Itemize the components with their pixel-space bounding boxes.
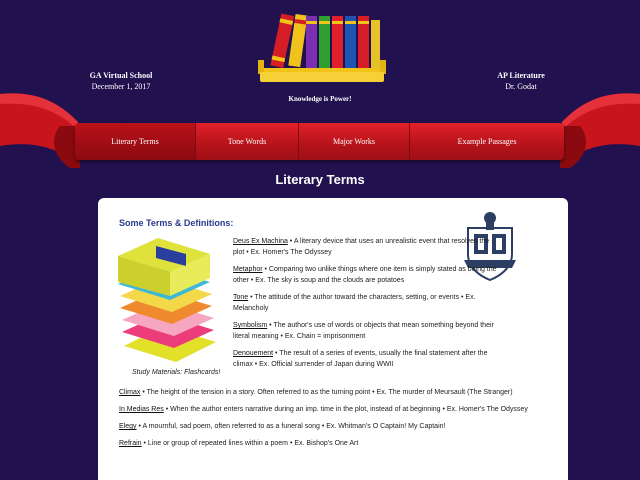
header-date: December 1, 2017 bbox=[91, 82, 151, 91]
term-definition: • Line or group of repeated lines within a poem • Ex. Bishop's One Art bbox=[141, 440, 359, 447]
school-name: GA Virtual School bbox=[89, 71, 153, 80]
term-item bbox=[233, 264, 501, 286]
teacher-name: Dr. Godat bbox=[505, 82, 537, 91]
term-item bbox=[119, 387, 539, 398]
books-shelf-illustration bbox=[256, 10, 388, 88]
content-card bbox=[98, 198, 568, 480]
nav-literary-terms[interactable]: Literary Terms bbox=[75, 123, 196, 160]
term-item bbox=[119, 438, 539, 449]
term-name[interactable]: In Medias Res bbox=[119, 406, 164, 413]
course-name: AP Literature bbox=[497, 71, 545, 80]
term-definition: • When the author enters narrative during an imp. time in the plot, instead of at beginning • Ex. Homer's The Odyssey bbox=[163, 406, 528, 413]
course-info bbox=[466, 70, 576, 92]
term-name[interactable]: Symbolism bbox=[233, 322, 268, 329]
term-item bbox=[233, 236, 501, 258]
main-nav bbox=[75, 123, 564, 160]
term-item bbox=[233, 348, 501, 370]
section-heading: Some Terms & Definitions: bbox=[119, 218, 234, 228]
term-name[interactable]: Metaphor bbox=[233, 266, 263, 273]
term-item bbox=[233, 320, 501, 342]
term-definition: • A literary device that uses an unrealistic event that resolves the plot • Ex. Homer's The Odyssey bbox=[233, 238, 490, 256]
term-name[interactable]: Deus Ex Machina bbox=[233, 238, 288, 245]
term-definition: • The height of the tension in a story. Often referred to as the turning point • Ex. The murder of Meursault (The Stranger) bbox=[140, 389, 513, 396]
image-caption: Study Materials: Flashcards! bbox=[132, 369, 221, 376]
term-item bbox=[119, 421, 539, 432]
nav-major-works[interactable]: Major Works bbox=[299, 123, 410, 160]
term-definition: • The result of a series of events, usually the final statement after the climax • Ex. Official surrender of Japan during WWII bbox=[233, 350, 488, 368]
term-item bbox=[119, 404, 539, 415]
term-name[interactable]: Climax bbox=[119, 389, 141, 396]
term-name[interactable]: Elegy bbox=[119, 423, 137, 430]
term-name[interactable]: Refrain bbox=[119, 440, 142, 447]
term-name[interactable]: Tone bbox=[233, 294, 249, 301]
term-definition: • Comparing two unlike things where one item is simply stated as being the other • Ex. The sky is soup and the clouds are potatoes bbox=[233, 266, 497, 284]
terms-list-bottom bbox=[119, 387, 539, 455]
term-definition: • A mournful, sad poem, often referred to as a funeral song • Ex. Whitman's O Captain! My Captain! bbox=[136, 423, 446, 430]
term-name[interactable]: Denouement bbox=[233, 350, 274, 357]
nav-tone-words[interactable]: Tone Words bbox=[196, 123, 299, 160]
term-definition: • The attitude of the author toward the characters, setting, or events • Ex. Melancholy bbox=[233, 294, 476, 312]
terms-list-top bbox=[233, 236, 501, 376]
postit-notes-image bbox=[116, 234, 220, 364]
nav-example-passages[interactable]: Example Passages bbox=[457, 137, 517, 146]
site-motto: Knowledge is Power! bbox=[288, 95, 352, 103]
page-title: Literary Terms bbox=[275, 172, 365, 187]
school-info bbox=[66, 70, 176, 92]
term-item bbox=[233, 292, 501, 314]
term-definition: • The author's use of words or objects that mean something beyond their literal meaning • Ex. Chain = imprisonment bbox=[233, 322, 494, 340]
